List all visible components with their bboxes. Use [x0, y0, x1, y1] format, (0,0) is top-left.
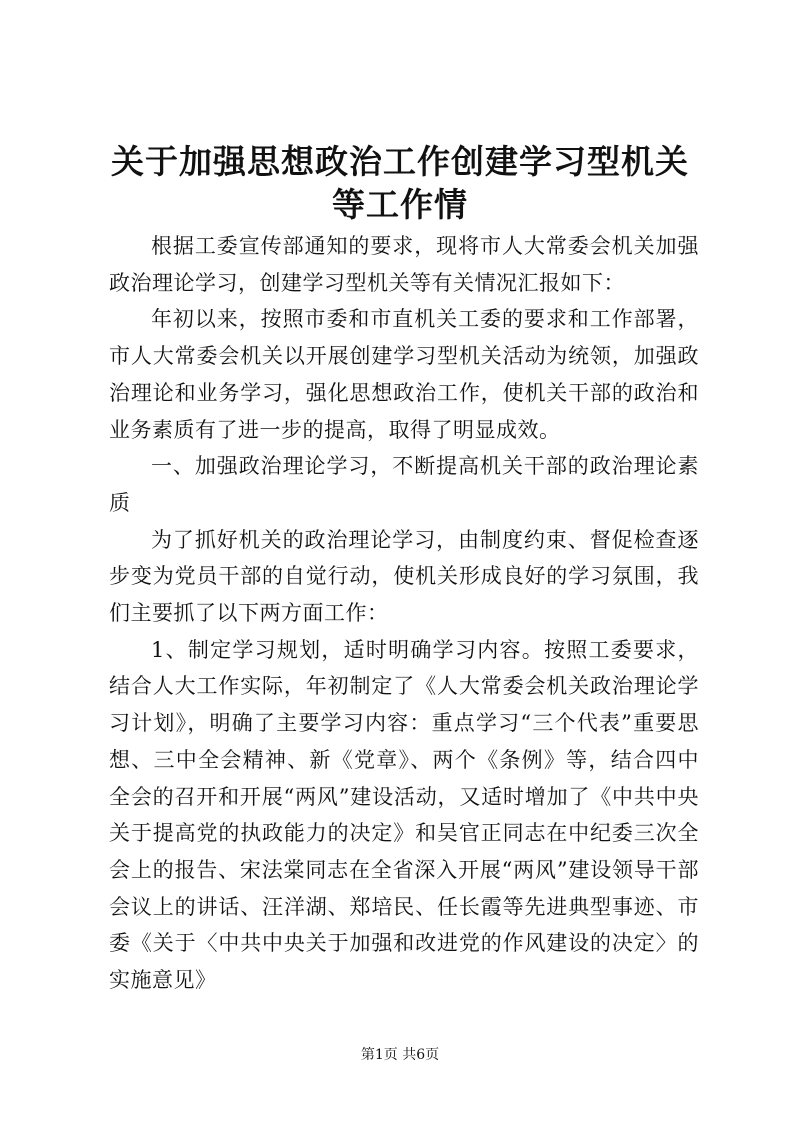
page-number-footer: 第1页 共6页 [360, 1047, 440, 1063]
body-paragraph: 1、制定学习规划，适时明确学习内容。按照工委要求，结合人大工作实际，年初制定了《人大常委会机关政治理论学习计划》，明确了主要学习内容：重点学习“三个代表”重要思想、三中全会精神、新《党章》、两个《条例》等，结合四中全会的召开和开展“两风”建设活动，又适时增加了《中共中央关于提高党的执政能力的决定》和吴官正同志在中纪委三次全会上的报告、宋法棠同志在全省深入开展“两风”建设领导干部会议上的讲话、汪洋湖、郑培民、任长霞等先进典型事迹、市委《关于〈中共中央关于加强和改进党的作风建设的决定〉的实施意见》 [109, 637, 699, 993]
section-heading: 一、加强政治理论学习，不断提高机关干部的政治理论素质 [109, 454, 699, 515]
document-body [109, 228, 699, 999]
body-paragraph: 根据工委宣传部通知的要求，现将市人大常委会机关加强政治理论学习，创建学习型机关等有关情况汇报如下： [109, 234, 699, 295]
document-title: 关于加强思想政治工作创建学习型机关等工作情 [111, 142, 689, 224]
body-paragraph: 为了抓好机关的政治理论学习，由制度约束、督促检查逐步变为党员干部的自觉行动，使机关形成良好的学习氛围，我们主要抓了以下两方面工作： [109, 527, 699, 626]
body-paragraph: 年初以来，按照市委和市直机关工委的要求和工作部署，市人大常委会机关以开展创建学习型机关活动为统领，加强政治理论和业务学习，强化思想政治工作，使机关干部的政治和业务素质有了进一步的提高，取得了明显成效。 [109, 307, 699, 442]
